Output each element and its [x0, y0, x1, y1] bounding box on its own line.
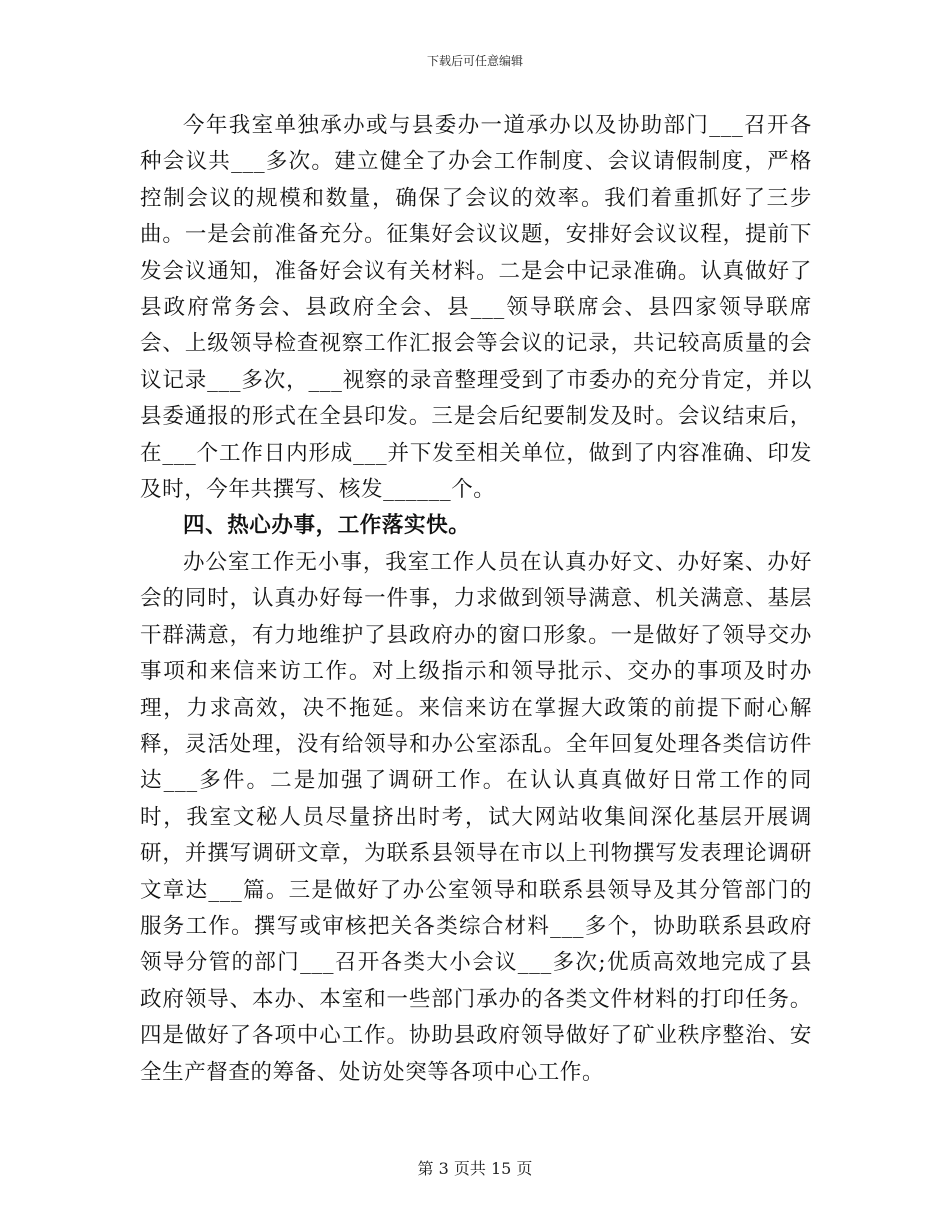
page-header-note: 下载后可任意编辑 — [426, 54, 523, 68]
page-footer-number: 第 3 页共 15 页 — [417, 1159, 533, 1178]
body-paragraph-meetings: 今年我室单独承办或与县委办一道承办以及协助部门___召开各种会议共___多次。建立健全了办会工作制度、会议请假制度，严格控制会议的规模和数量，确保了会议的效率。我们着重抓好了三步曲。一是会前准备充分。征集好会议议题，安排好会议议程，提前下发会议通知，准备好会议有关材料。二是会中记录准确。认真做好了县政府常务会、县政府全会、县___领导联席会、县四家领导联席会、上级领导检查视察工作汇报会等会议的记录，共记较高质量的会议记录___多次，___视察的录音整理受到了市委办的充分肯定，并以县委通报的形式在全县印发。三是会后纪要制发及时。会议结束后，在___个工作日内形成___并下发至相关单位，做到了内容准确、印发及时，今年共撰写、核发______个。 — [140, 113, 812, 503]
document-body — [140, 108, 812, 1091]
section-heading-4: 四、热心办事，工作落实快。 — [183, 513, 471, 539]
body-paragraph-affairs: 办公室工作无小事，我室工作人员在认真办好文、办好案、办好会的同时，认真办好每一件事，力求做到领导满意、机关满意、基层干群满意，有力地维护了县政府办的窗口形象。一是做好了领导交办事项和来信来访工作。对上级指示和领导批示、交办的事项及时办理，力求高效，决不拖延。来信来访在掌握大政策的前提下耐心解释，灵活处理，没有给领导和办公室添乱。全年回复处理各类信访件达___多件。二是加强了调研工作。在认认真真做好日常工作的同时，我室文秘人员尽量挤出时考，试大网站收集间深化基层开展调研，并撰写调研文章，为联系县领导在市以上刊物撰写发表理论调研文章达___篇。三是做好了办公室领导和联系县领导及其分管部门的服务工作。撰写或审核把关各类综合材料___多个，协助联系县政府领导分管的部门___召开各类大小会议___多次;优质高效地完成了县政府领导、本办、本室和一些部门承办的各类文件材料的打印任务。四是做好了各项中心工作。协助县政府领导做好了矿业秩序整治、安全生产督查的筹备、处访处突等各项中心工作。 — [140, 549, 812, 1085]
